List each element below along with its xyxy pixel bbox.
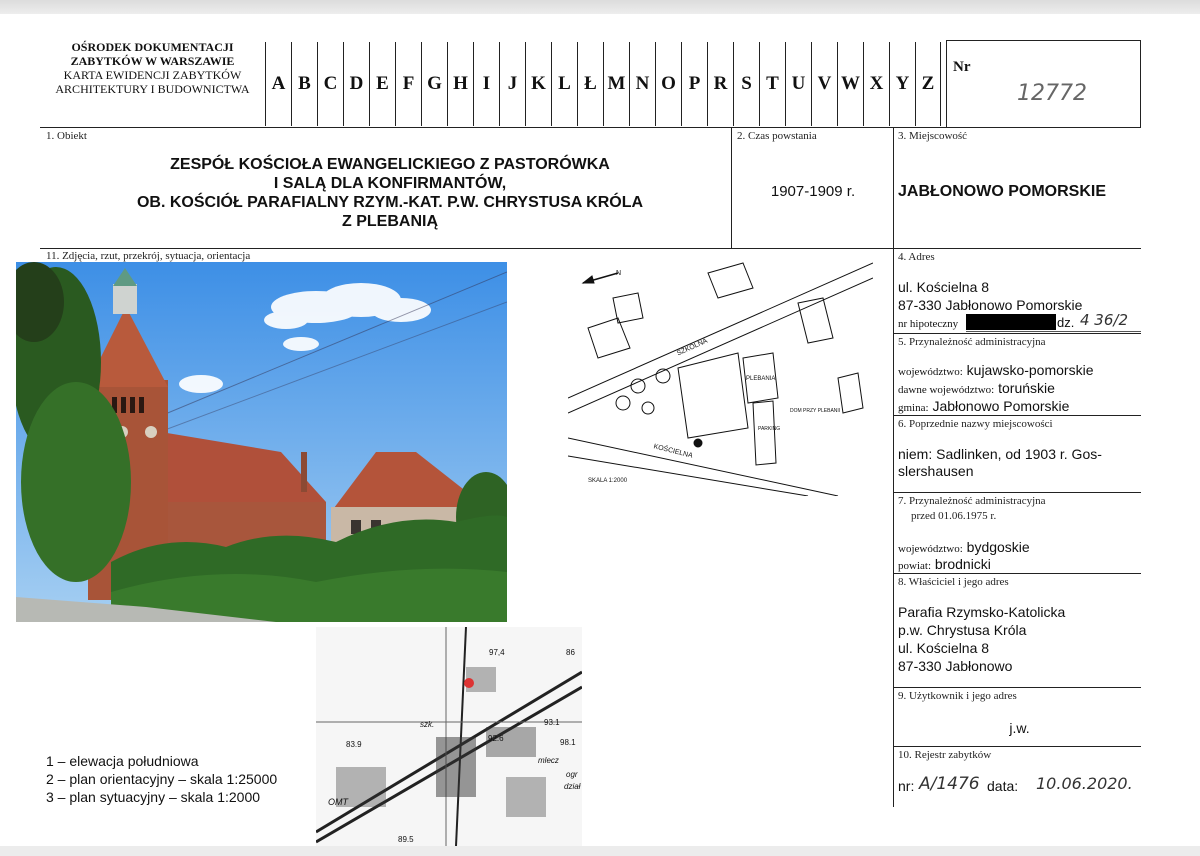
map-label: 93.1 [544, 718, 560, 727]
institution-block [40, 40, 265, 96]
site-plan-scale: SKALA 1:2000 [588, 478, 628, 484]
index-letter: M [603, 42, 629, 126]
index-letter: T [759, 42, 785, 126]
map-label: 92.6 [488, 734, 504, 743]
site-plan [568, 258, 873, 496]
nr-label: Nr [953, 59, 971, 75]
index-letter: Ł [577, 42, 603, 126]
institution-line-4: ARCHITEKTURY I BUDOWNICTWA [55, 82, 250, 96]
index-letter: Y [889, 42, 915, 126]
rule-f9 [893, 687, 1141, 688]
index-letter: I [473, 42, 499, 126]
street-szkolna-label: SZKOLNA [675, 337, 709, 358]
map-label: 86 [566, 648, 575, 657]
voivodeship-value: kujawsko-pomorskie [966, 362, 1094, 378]
former-names-line-1: niem: Sadlinken, od 1903 r. Gos- [898, 446, 1102, 462]
illustration-legend [46, 752, 277, 806]
building-label: DOM PRZY PLEBANII [790, 408, 841, 414]
rule-f6 [893, 415, 1141, 416]
voivodeship-label: województwo: [898, 366, 963, 378]
index-letter: Z [915, 42, 941, 126]
rule-f8 [893, 573, 1141, 574]
register-nr-value: A/1476 [919, 774, 980, 794]
index-letter: J [499, 42, 525, 126]
street-koscielna-label: KOŚCIELNA [652, 443, 694, 460]
map-label: ogr [566, 770, 578, 779]
old-voivodeship-row [898, 380, 1055, 396]
plot-number: 4 36/2 [1080, 311, 1128, 329]
construction-date: 1907-1909 r. [770, 183, 856, 200]
field8-label: 8. Właściciel i jego adres [898, 576, 1009, 588]
topographic-map [316, 627, 582, 846]
church-photo [16, 262, 507, 622]
field9-label: 9. Użytkownik i jego adres [898, 690, 1017, 702]
number-box [946, 40, 1141, 128]
object-name-line-1: ZESPÓŁ KOŚCIOŁA EWANGELICKIEGO Z PASTORÓWKA [170, 156, 610, 173]
nr-handwritten-value: 12772 [1017, 81, 1087, 106]
register-nr-label: nr: [898, 778, 915, 794]
owner-line-2: p.w. Chrystusa Króla [898, 622, 1027, 638]
plot-underline [966, 331, 1141, 332]
rule-f5 [893, 333, 1141, 334]
locality: JABŁONOWO POMORSKIE [898, 183, 1107, 200]
index-letter: O [655, 42, 681, 126]
index-letter: R [707, 42, 733, 126]
old-voivodeship-label: dawne województwo: [898, 384, 995, 396]
rule-row1 [40, 248, 1141, 249]
owner-line-3: ul. Kościelna 8 [898, 640, 990, 656]
powiat-label: powiat: [898, 560, 931, 572]
index-letter: V [811, 42, 837, 126]
map-label: szk. [420, 720, 435, 729]
index-letter: U [785, 42, 811, 126]
field7-label-1: 7. Przynależność administracyjna [898, 495, 1046, 507]
institution-line-1: OŚRODEK DOKUMENTACJI [71, 40, 234, 54]
gmina-row [898, 398, 1069, 414]
old-voiv-1975-row [898, 539, 1030, 555]
index-letter: D [343, 42, 369, 126]
map-label: 97,4 [489, 648, 505, 657]
institution-line-2: ZABYTKÓW W WARSZAWIE [70, 54, 235, 68]
legend-item-3: 3 – plan sytuacyjny – skala 1:2000 [46, 789, 261, 805]
register-date-value: 10.06.2020. [1036, 774, 1133, 793]
powiat-row [898, 556, 991, 572]
gmina-label: gmina: [898, 402, 929, 414]
institution-line-3: KARTA EWIDENCJI ZABYTKÓW [63, 68, 242, 82]
gmina-value: Jabłonowo Pomorskie [932, 398, 1070, 414]
object-name [60, 155, 720, 231]
map-label: 89.5 [398, 835, 414, 844]
index-letter: H [447, 42, 473, 126]
field3-label: 3. Miejscowość [898, 130, 968, 142]
index-letter: P [681, 42, 707, 126]
parking-label: PARKING [758, 426, 781, 432]
map-label: OMT [328, 797, 348, 807]
mortgage-label: nr hipoteczny [898, 318, 959, 330]
owner-line-4: 87-330 Jabłonowo [898, 658, 1013, 674]
index-letter: E [369, 42, 395, 126]
object-name-line-2: I SALĄ DLA KONFIRMANTÓW, [273, 175, 507, 192]
map-label: 98.1 [560, 738, 576, 747]
old-voiv-1975-label: województwo: [898, 543, 963, 555]
rule-col-2 [731, 127, 732, 248]
field7-label-2: przed 01.06.1975 r. [911, 510, 997, 522]
index-letter: B [291, 42, 317, 126]
north-arrow-label: N [616, 270, 622, 277]
rule-f10 [893, 746, 1141, 747]
index-letter: C [317, 42, 343, 126]
map-label: 83.9 [346, 740, 362, 749]
rule-f7 [893, 492, 1141, 493]
legend-item-1: 1 – elewacja południowa [46, 753, 199, 769]
field1-label: 1. Obiekt [46, 130, 87, 142]
address-city: 87-330 Jabłonowo Pomorskie [898, 297, 1083, 313]
owner-line-1: Parafia Rzymsko-Katolicka [898, 604, 1066, 620]
index-letter: W [837, 42, 863, 126]
index-letter: N [629, 42, 655, 126]
map-label: dział [564, 782, 581, 791]
rule-col-right [893, 127, 894, 807]
address-street: ul. Kościelna 8 [898, 279, 990, 295]
index-letter: F [395, 42, 421, 126]
field11-label: 11. Zdjęcia, rzut, przekrój, sytuacja, orientacja [46, 250, 251, 262]
plot-label: dz. [1057, 315, 1075, 330]
index-letter: A [265, 42, 291, 126]
index-letter: X [863, 42, 889, 126]
redacted-mortgage-number [966, 314, 1056, 330]
old-voiv-1975-value: bydgoskie [966, 539, 1030, 555]
rule-top [40, 127, 1141, 128]
register-date-label: data: [987, 778, 1019, 794]
field4-label: 4. Adres [898, 251, 935, 263]
user-value: j.w. [1009, 720, 1030, 736]
index-letter: L [551, 42, 577, 126]
field10-label: 10. Rejestr zabytków [898, 749, 992, 761]
field6-label: 6. Poprzednie nazwy miejscowości [898, 418, 1053, 430]
map-label: mlecz [538, 756, 559, 765]
plebania-label: PLEBANIA [746, 376, 776, 382]
old-voivodeship-value: toruńskie [998, 380, 1055, 396]
field2-label: 2. Czas powstania [737, 130, 817, 142]
index-letter: G [421, 42, 447, 126]
object-name-line-3: OB. KOŚCIÓŁ PARAFIALNY RZYM.-KAT. P.W. CHRYSTUSA KRÓLA [136, 194, 644, 211]
index-letter: K [525, 42, 551, 126]
object-name-line-4: Z PLEBANIĄ [342, 213, 438, 230]
index-letter: S [733, 42, 759, 126]
field5-label: 5. Przynależność administracyjna [898, 336, 1046, 348]
legend-item-2: 2 – plan orientacyjny – skala 1:25000 [46, 771, 278, 787]
index-letters-row [265, 42, 941, 126]
voivodeship-row [898, 362, 1093, 378]
powiat-value: brodnicki [934, 556, 991, 572]
former-names-line-2: slershausen [898, 463, 974, 479]
